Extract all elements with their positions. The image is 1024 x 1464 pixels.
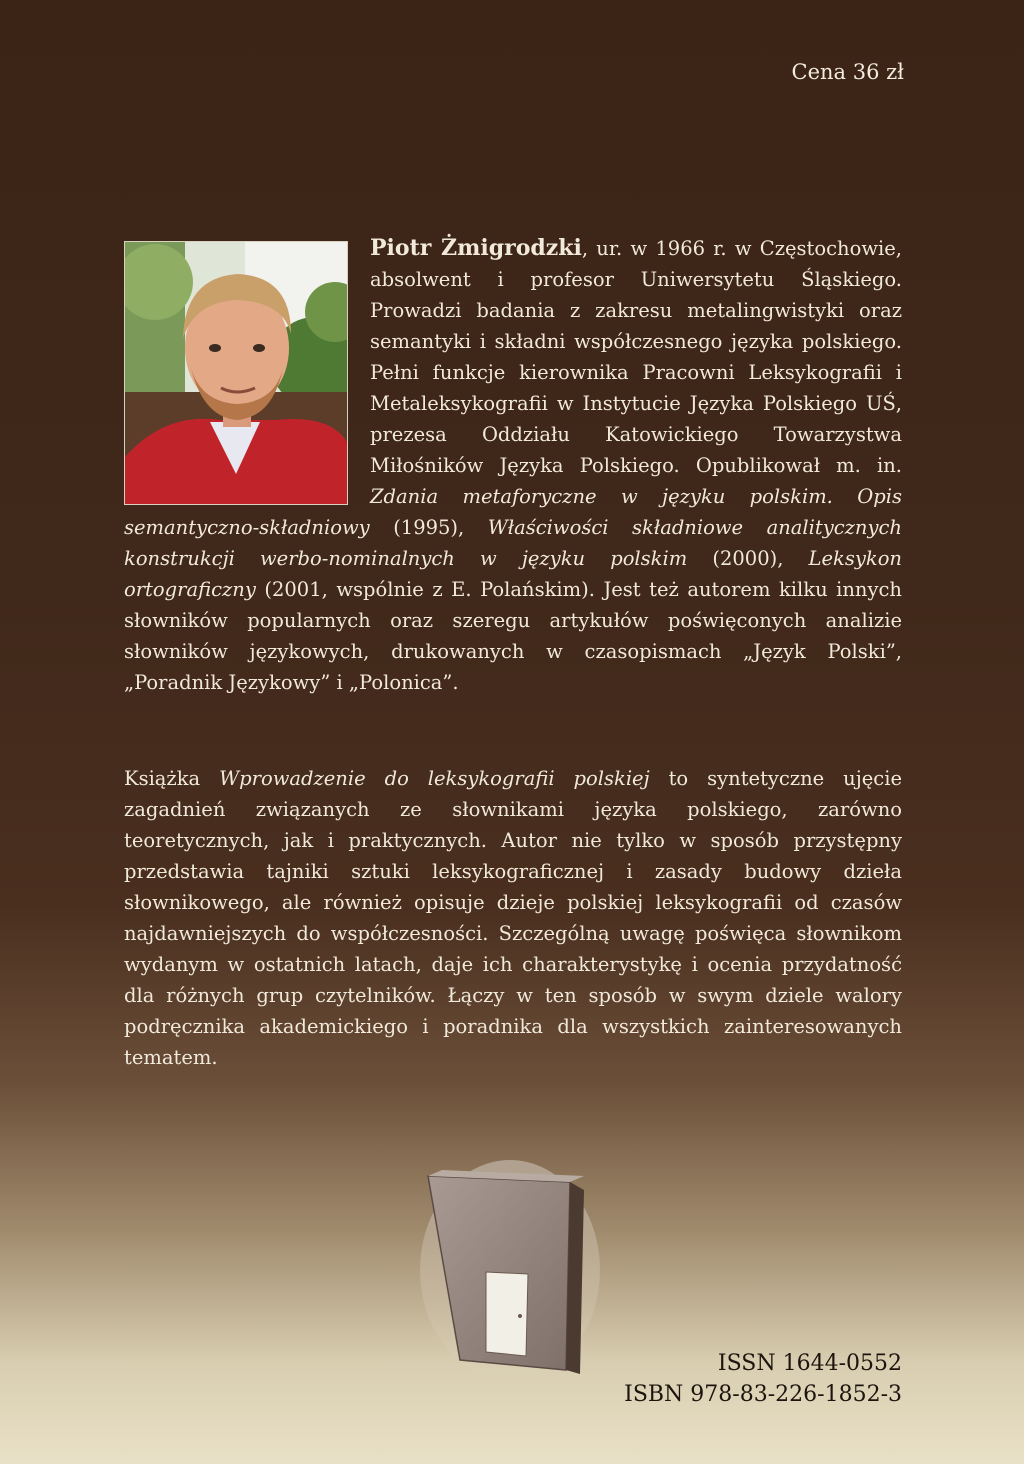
bio-title-3: Leksykon ortograficzny	[124, 547, 902, 601]
bio-title-1: Zdania metaforyczne w języku polskim. Opis semantyczno-składniowy	[124, 485, 902, 539]
bio-text-2: (1995),	[369, 516, 488, 539]
book-title: Wprowadzenie do leksykografii polskiej	[219, 767, 650, 790]
book-image	[420, 1160, 600, 1380]
author-name: Piotr Żmigrodzki	[370, 235, 582, 261]
bio-title-2: Właściwości składniowe analitycznych konstrukcji werbo-nominalnych w języku polskim	[124, 516, 902, 570]
bio-text-1: , ur. w 1966 r. w Częstochowie, absolwent i profesor Uniwersytetu Śląskiego. Prowadzi badania z zakresu metalingwistyki oraz semantyki i składni współczesnego języka polskiego. Pełni funkcje kierownika Pracowni Leksykografii i Metaleksykografii w Instytucie Języka Polskiego UŚ, prezesa Oddziału Katowickiego Towarzystwa Miłośników Języka Polskiego. Opublikował m. in.	[370, 237, 902, 477]
description-lead: Książka	[124, 767, 220, 790]
issn-label: ISSN 1644-0552	[717, 1351, 902, 1376]
bio-text-4: (2001, wspólnie z E. Polańskim). Jest też autorem kilku innych słowników popularnych oraz szeregu artykułów poświęconych analizie słowników językowych, drukowanych w czasopismach „Język Polski”, „Poradnik Językowy” i „Polonica”.	[124, 578, 902, 694]
isbn-label: ISBN 978-83-226-1852-3	[624, 1382, 902, 1407]
book-codes	[624, 1348, 902, 1410]
price-label: Cena 36 zł	[791, 60, 904, 84]
book-description	[124, 763, 902, 1073]
photo-spacer	[124, 233, 370, 505]
description-text: to syntetyczne ujęcie zagadnień związanych ze słownikami języka polskiego, zarówno teoretycznych, jak i praktycznych. Autor nie tylko w sposób przystępny przedstawia tajniki sztuki leksykograficznej i zasady budowy dzieła słownikowego, ale również opisuje dzieje polskiej leksykografii od czasów najdawniejszych do współczesności. Szczególną uwagę poświęca słownikom wydanym w ostatnich latach, daje ich charakterystykę i ocenia przydatność dla różnych grup czytelników. Łączy w ten sposób w swym dziele walory podręcznika akademickiego i poradnika dla wszystkich zainteresowanych tematem.	[124, 767, 903, 1069]
bio-text-3: (2000),	[687, 547, 809, 570]
author-bio	[124, 233, 902, 698]
